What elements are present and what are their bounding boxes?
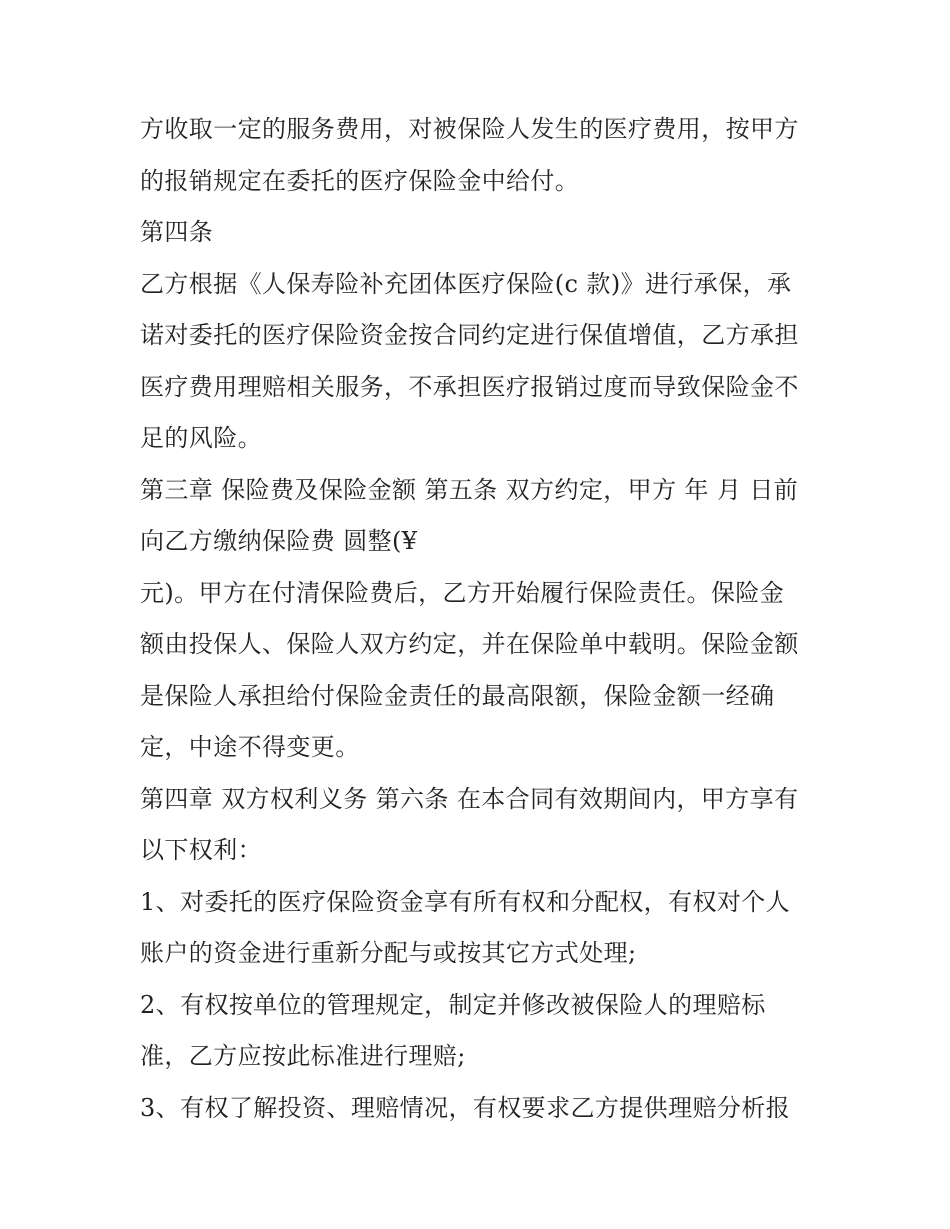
article-heading: 第四条 [140, 218, 214, 246]
text-line: 足的风险。 [140, 424, 262, 452]
list-item-line: 2、有权按单位的管理规定，制定并修改被保险人的理赔标 [140, 990, 766, 1019]
list-item-line: 账户的资金进行重新分配与或按其它方式处理; [140, 939, 637, 967]
text-line: 乙方根据《人保寿险补充团体医疗保险(c 款)》进行承保，承 [140, 269, 792, 298]
text-line: 定，中途不得变更。 [140, 733, 360, 761]
chapter-heading-line: 第三章 保险费及保险金额 第五条 双方约定，甲方 年 月 日前 [140, 475, 799, 504]
text-line: 元)。甲方在付清保险费后，乙方开始履行保险责任。保险金 [140, 578, 785, 607]
list-item-line: 准，乙方应按此标准进行理赔; [140, 1042, 466, 1070]
text-line: 诺对委托的医疗保险资金按合同约定进行保值增值，乙方承担 [140, 321, 799, 349]
text-line: 向乙方缴纳保险费 圆整(¥ [140, 527, 418, 555]
document-body [140, 104, 820, 1134]
text-line: 方收取一定的服务费用，对被保险人发生的医疗费用，按甲方 [140, 115, 799, 143]
list-item-line: 1、对委托的医疗保险资金享有所有权和分配权，有权对个人 [140, 887, 791, 916]
text-line: 的报销规定在委托的医疗保险金中给付。 [140, 166, 580, 195]
list-item-line: 3、有权了解投资、理赔情况，有权要求乙方提供理赔分析报 [140, 1093, 791, 1122]
chapter-heading-line: 第四章 双方权利义务 第六条 在本合同有效期间内，甲方享有 [140, 784, 799, 813]
text-line: 是保险人承担给付保险金责任的最高限额，保险金额一经确 [140, 681, 775, 710]
text-line: 医疗费用理赔相关服务，不承担医疗报销过度而导致保险金不 [140, 372, 799, 401]
text-line: 以下权利： [140, 836, 262, 864]
text-line: 额由投保人、保险人双方约定，并在保险单中载明。保险金额 [140, 630, 799, 658]
